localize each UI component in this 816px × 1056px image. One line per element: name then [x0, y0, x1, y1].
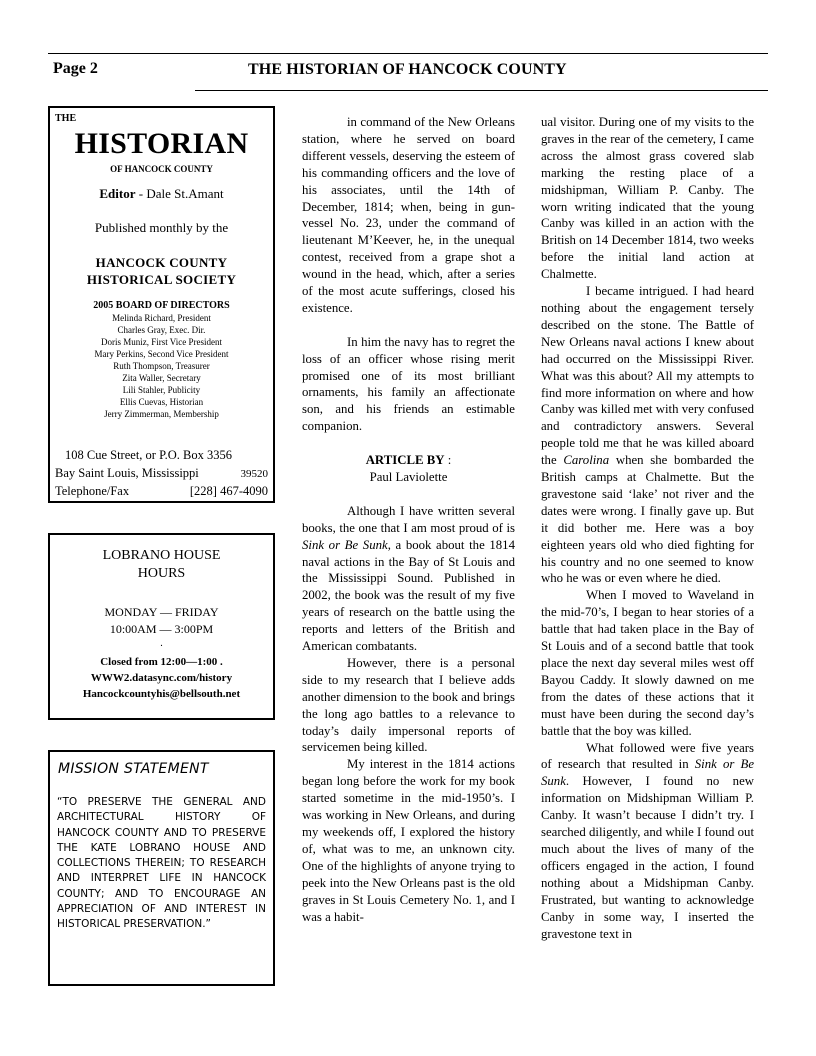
board-member: Melinda Richard, President [112, 313, 211, 323]
masthead-box [48, 106, 275, 503]
board-member: Doris Muniz, First Vice President [100, 337, 223, 347]
hours-times: 10:00AM — 3:00PM [109, 622, 214, 636]
article-paragraph: In him the navy has to regret the loss of an officer whose rising merit promised one of its most brilliant ornaments, his family an affectionate son, and his friends an estimable companion. [302, 334, 515, 434]
top-rule [48, 53, 768, 54]
hours-info [50, 654, 273, 702]
article-column-3 [541, 114, 754, 942]
hours-title-line-1: LOBRANO HOUSE [102, 548, 221, 563]
board-heading: 2005 BOARD OF DIRECTORS [93, 300, 230, 311]
article-paragraph: My interest in the 1814 actions began long before the work for my book started sometime in the mid-1950’s. I was working in New Orleans, and during my weekends off, I explored the history of, what was to me, an unknown city. One of the highlights of anyone trying to peek into the New Orleans past is the old graves in St Louis Cemetery No. 1, and I was a habit- [302, 757, 515, 924]
hours-days: MONDAY — FRIDAY [104, 605, 219, 619]
email-link[interactable]: Hancockcountyhis@bellsouth.net [82, 688, 241, 700]
board-member: Jerry Zimmerman, Membership [104, 409, 219, 419]
society-line-2: HISTORICAL SOCIETY [86, 272, 237, 287]
byline-label: ARTICLE BY [365, 453, 445, 468]
masthead-the: THE [55, 113, 77, 124]
book-title: Sink or Be Sunk [302, 537, 388, 552]
article-column-2 [302, 114, 515, 925]
paragraph-text: Although I have written several books, the one that I am most proud of is [302, 503, 515, 535]
editor-label: Editor [99, 186, 136, 201]
board-member: Lili Stahler, Publicity [122, 385, 201, 395]
book-title: Sink or Be Sunk [541, 757, 754, 789]
mission-title: MISSION STATEMENT [58, 761, 209, 777]
masthead-title: HISTORIAN [74, 127, 249, 160]
hours-title [50, 547, 273, 583]
byline-author: Paul Laviolette [369, 470, 448, 484]
hours-title-line-2: HOURS [137, 566, 186, 581]
byline-heading [302, 452, 515, 469]
masthead-editor [50, 186, 273, 202]
address-street: 108 Cue Street, or P.O. Box 3356 [65, 448, 233, 462]
phone-row [55, 483, 268, 501]
board-member: Ruth Thompson, Treasurer [113, 361, 210, 371]
masthead-subtitle: OF HANCOCK COUNTY [110, 164, 213, 174]
hours-schedule [50, 604, 273, 638]
address-city-row [55, 465, 268, 484]
phone-label: Telephone/Fax [55, 484, 130, 498]
article-paragraph [302, 503, 515, 655]
article-paragraph: However, there is a personal side to my research that I believe adds another dimension to the book and brings the long ago battles to a relevance to today’s daily impersonal reports of servicemen being killed. [302, 655, 515, 755]
hours-box [48, 533, 275, 720]
mission-text: “TO PRESERVE THE GENERAL AND ARCHITECTURAL HISTORY OF HANCOCK COUNTY AND TO PRESERVE THE KATE LOBRANO HOUSE AND COLLECTIONS THEREIN; TO RESEARCH AND INTERPRET LIFE IN HANCOCK COUNTY; AND TO ENCOURAGE AN APPRECIATION OF AND INTEREST IN HISTORICAL PRESERVATION.” [57, 796, 266, 931]
mission-box [48, 750, 275, 986]
article-paragraph: When I moved to Waveland in the mid-70’s, I began to hear stories of a battle that had taken place in the Bay of St Louis and of a second battle that took place the next day several miles west off Bayou Caddy. It slowly dawned on me from the dates of these actions that it must have been during the second day’s battle that the boy was killed. [541, 588, 754, 738]
article-paragraph: in command of the New Orleans station, where he served on board different vessels, deserving the esteem of his commanding officers and the love of his associates, until the 14th of December, 1814; when, being in gun-vessel No. 23, under the command of lieutenant M’Keever, he, in the unequal contest, received from a grape shot a wound in the head, which, after a series of the most acute sufferings, closed his existence. [302, 115, 515, 315]
phone-number: [228] 467-4090 [189, 484, 268, 498]
article-paragraph: ual visitor. During one of my visits to the graves in the rear of the cemetery, I came across the almost grass covered slab marking the resting place of a midshipman, William P. Canby. The worn writing indicated that the young Canby was killed in an action with the British on 14 December 1814, two weeks before the initial land action at Chalmette. [541, 115, 754, 282]
board-member: Ellis Cuevas, Historian [119, 397, 204, 407]
board-list [50, 312, 273, 420]
board-member: Mary Perkins, Second Vice President [94, 349, 229, 359]
address-city: Bay Saint Louis, Mississippi [55, 465, 199, 480]
editor-name: - Dale St.Amant [135, 186, 224, 201]
page-number: Page 2 [53, 60, 98, 77]
running-title: THE HISTORIAN OF HANCOCK COUNTY [248, 61, 567, 78]
society-line-1: HANCOCK COUNTY [95, 255, 228, 270]
hours-closed: Closed from 12:00—1:00 . [100, 656, 223, 668]
board-member: Zita Waller, Secretary [122, 373, 201, 383]
website-link[interactable]: WWW2.datasync.com/history [90, 672, 233, 684]
masthead-society [50, 254, 273, 288]
board-member: Charles Gray, Exec. Dir. [117, 325, 206, 335]
paragraph-text: when she bombarded the British camps at Chalmette. But the gravestone said ‘lake’ not river and the dates were wrong. I finally gave up. But it did bother me. Here was a boy eighteen years old who died fighting for his country and no one seemed to know who he was or even where he died. [541, 453, 754, 586]
masthead-address [55, 447, 268, 501]
ship-name: Carolina [563, 453, 610, 468]
paragraph-text: , a book about the 1814 naval actions in the Bay of St Louis and the Mississippi Sound. Published in 2002, the book was the result of my five years of research on the battle using the reports and letters of the British and American combatants. [302, 537, 515, 654]
masthead-published: Published monthly by the [94, 220, 229, 235]
paragraph-text: . However, I found no new information on Midshipman William P. Canby. It wasn’t because I didn’t try. I searched diligently, and while I found out much about the lives of many of the officers engaged in the action, I found nothing about a Midshipman Canby. Frustrated, but wanting to acknowledge Canby in some way, I inserted the gravestone text in [541, 774, 754, 941]
article-paragraph [541, 283, 754, 587]
address-zip: 39520 [240, 467, 268, 480]
header-rule [195, 90, 768, 91]
paragraph-text: What followed were five years of research that resulted in [541, 740, 754, 772]
paragraph-text: I became intrigued. I had heard nothing about the engagement tersely described on the stone. The Battle of New Orleans naval actions I knew about had occurred on the Mississippi River. What was this about? All my attempts to find more information on where and how Canby was killed met with very confused and contradictory answers. Several people told me that he was killed aboard the [541, 284, 754, 468]
article-paragraph [541, 740, 754, 943]
byline-colon: : [444, 453, 452, 468]
hours-dot: . [160, 638, 163, 649]
